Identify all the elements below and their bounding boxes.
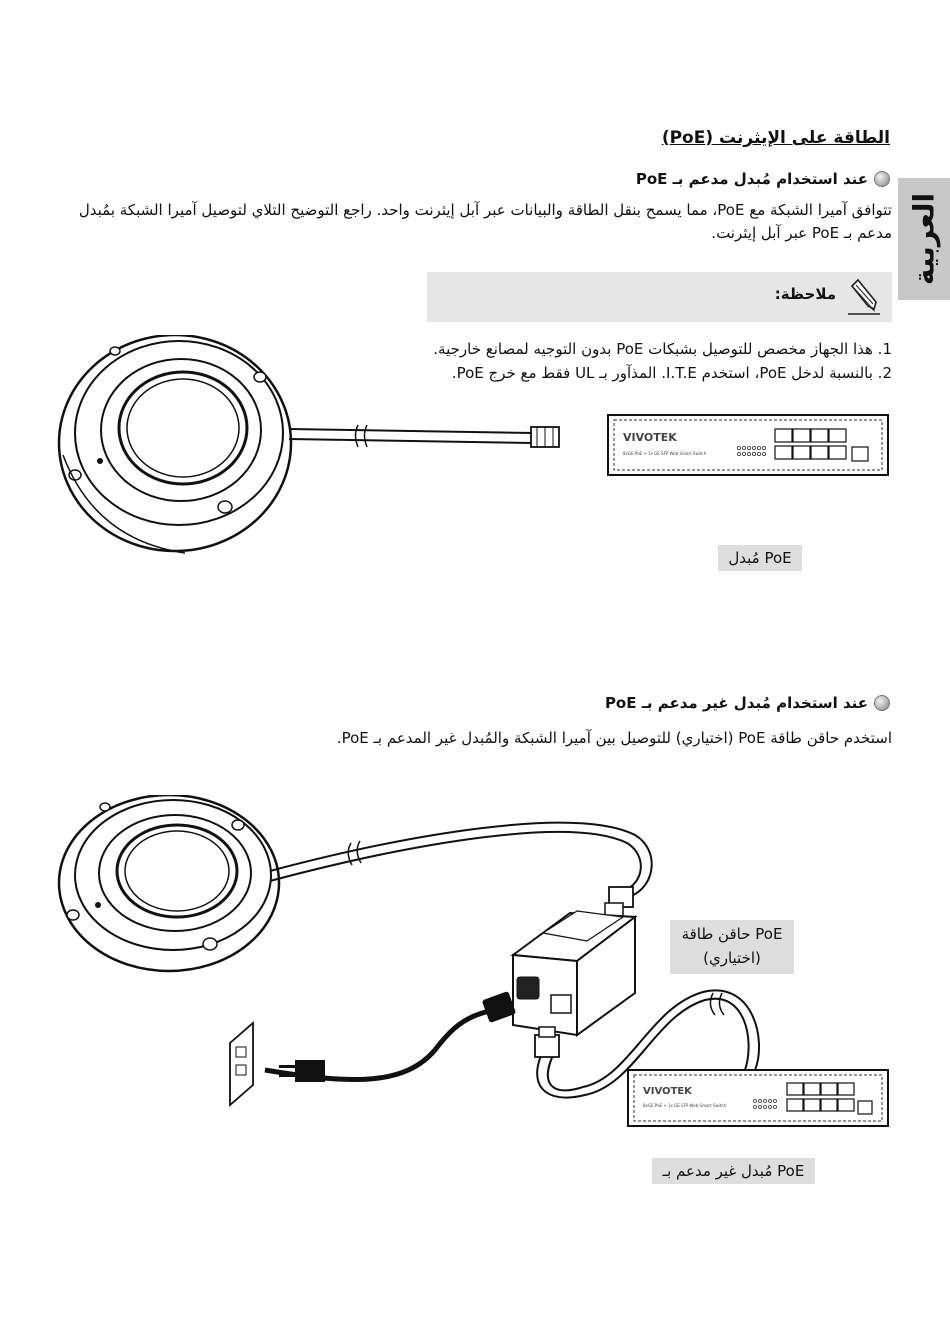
pencil-note-icon [844,276,884,318]
non-poe-paragraph: استخدم حاقن طاقة PoE (اختياري) للتوصيل بين آميرا الشبكة والمُبدل غير المدعم بـ PoE. [336,729,892,747]
switch-brand-label: VIVOTEK [643,1086,692,1097]
switch-side-connector [535,1027,559,1057]
bullet-icon [874,171,890,187]
non-poe-heading [605,694,890,712]
non-poe-heading-text: عند استخدام مُبدل غير مدعم بـ PoE [604,694,868,712]
camera-to-injector-cable [270,823,652,895]
power-cable [265,991,516,1082]
note-label: ملاحظة: [774,285,836,303]
poe-switch-caption: مُبدل PoE [718,545,802,571]
poe-injector [513,911,635,1035]
switch-brand-label: VIVOTEK [623,431,677,444]
poe-switch-paragraph-line1: تتوافق آميرا الشبكة مع PoE، مما يسمح بنقل الطاقة والبيانات عبر آبل إيثرنت واحد. راجع التوضيح التلاي لتوصيل آميرا الشبكة بمُبدل [78,201,892,219]
ethernet-cable [289,425,559,447]
poe-switch-heading-text: عند استخدام مُبدل مدعم بـ PoE [635,170,868,188]
injector-caption-line2: (اختياري) [703,949,761,967]
network-camera [59,795,279,971]
injector-top-connector [605,887,633,917]
language-tab-label: العربية [907,192,941,286]
non-poe-switch-device [628,1070,888,1126]
section-title: الطاقة على الإيثرنت (PoE) [661,128,890,148]
note-item-1: 1. هذا الجهاز مخصص للتوصيل بشبكات PoE بدون التوجيه لمصانع خارجية. [433,340,892,358]
injector-caption [670,920,794,974]
switch-model-label: 8xGE PoE + 1x GE SFP Web Smart Switch [643,1103,727,1108]
poe-switch-illustration [55,335,895,560]
poe-switch-device [608,415,888,475]
switch-model-label: 8xGE PoE + 1x GE SFP Web Smart Switch [623,451,707,456]
poe-switch-heading [636,170,890,188]
note-item-2: 2. بالنسبة لدخل PoE، استخدم I.T.E. المذآور بـ UL فقط مع خرج PoE. [451,364,892,382]
bullet-icon [874,695,890,711]
poe-switch-paragraph-line2: مدعم بـ PoE عبر آبل إيثرنت. [711,224,892,242]
language-side-tab [898,178,950,300]
injector-caption-line1: حاقن طاقة PoE [681,925,783,943]
network-camera [59,335,291,553]
poe-switch-paragraph [78,199,892,245]
non-poe-switch-caption: مُبدل غير مدعم بـ PoE [652,1158,815,1184]
wall-outlet [230,1023,253,1105]
note-box [427,272,892,322]
